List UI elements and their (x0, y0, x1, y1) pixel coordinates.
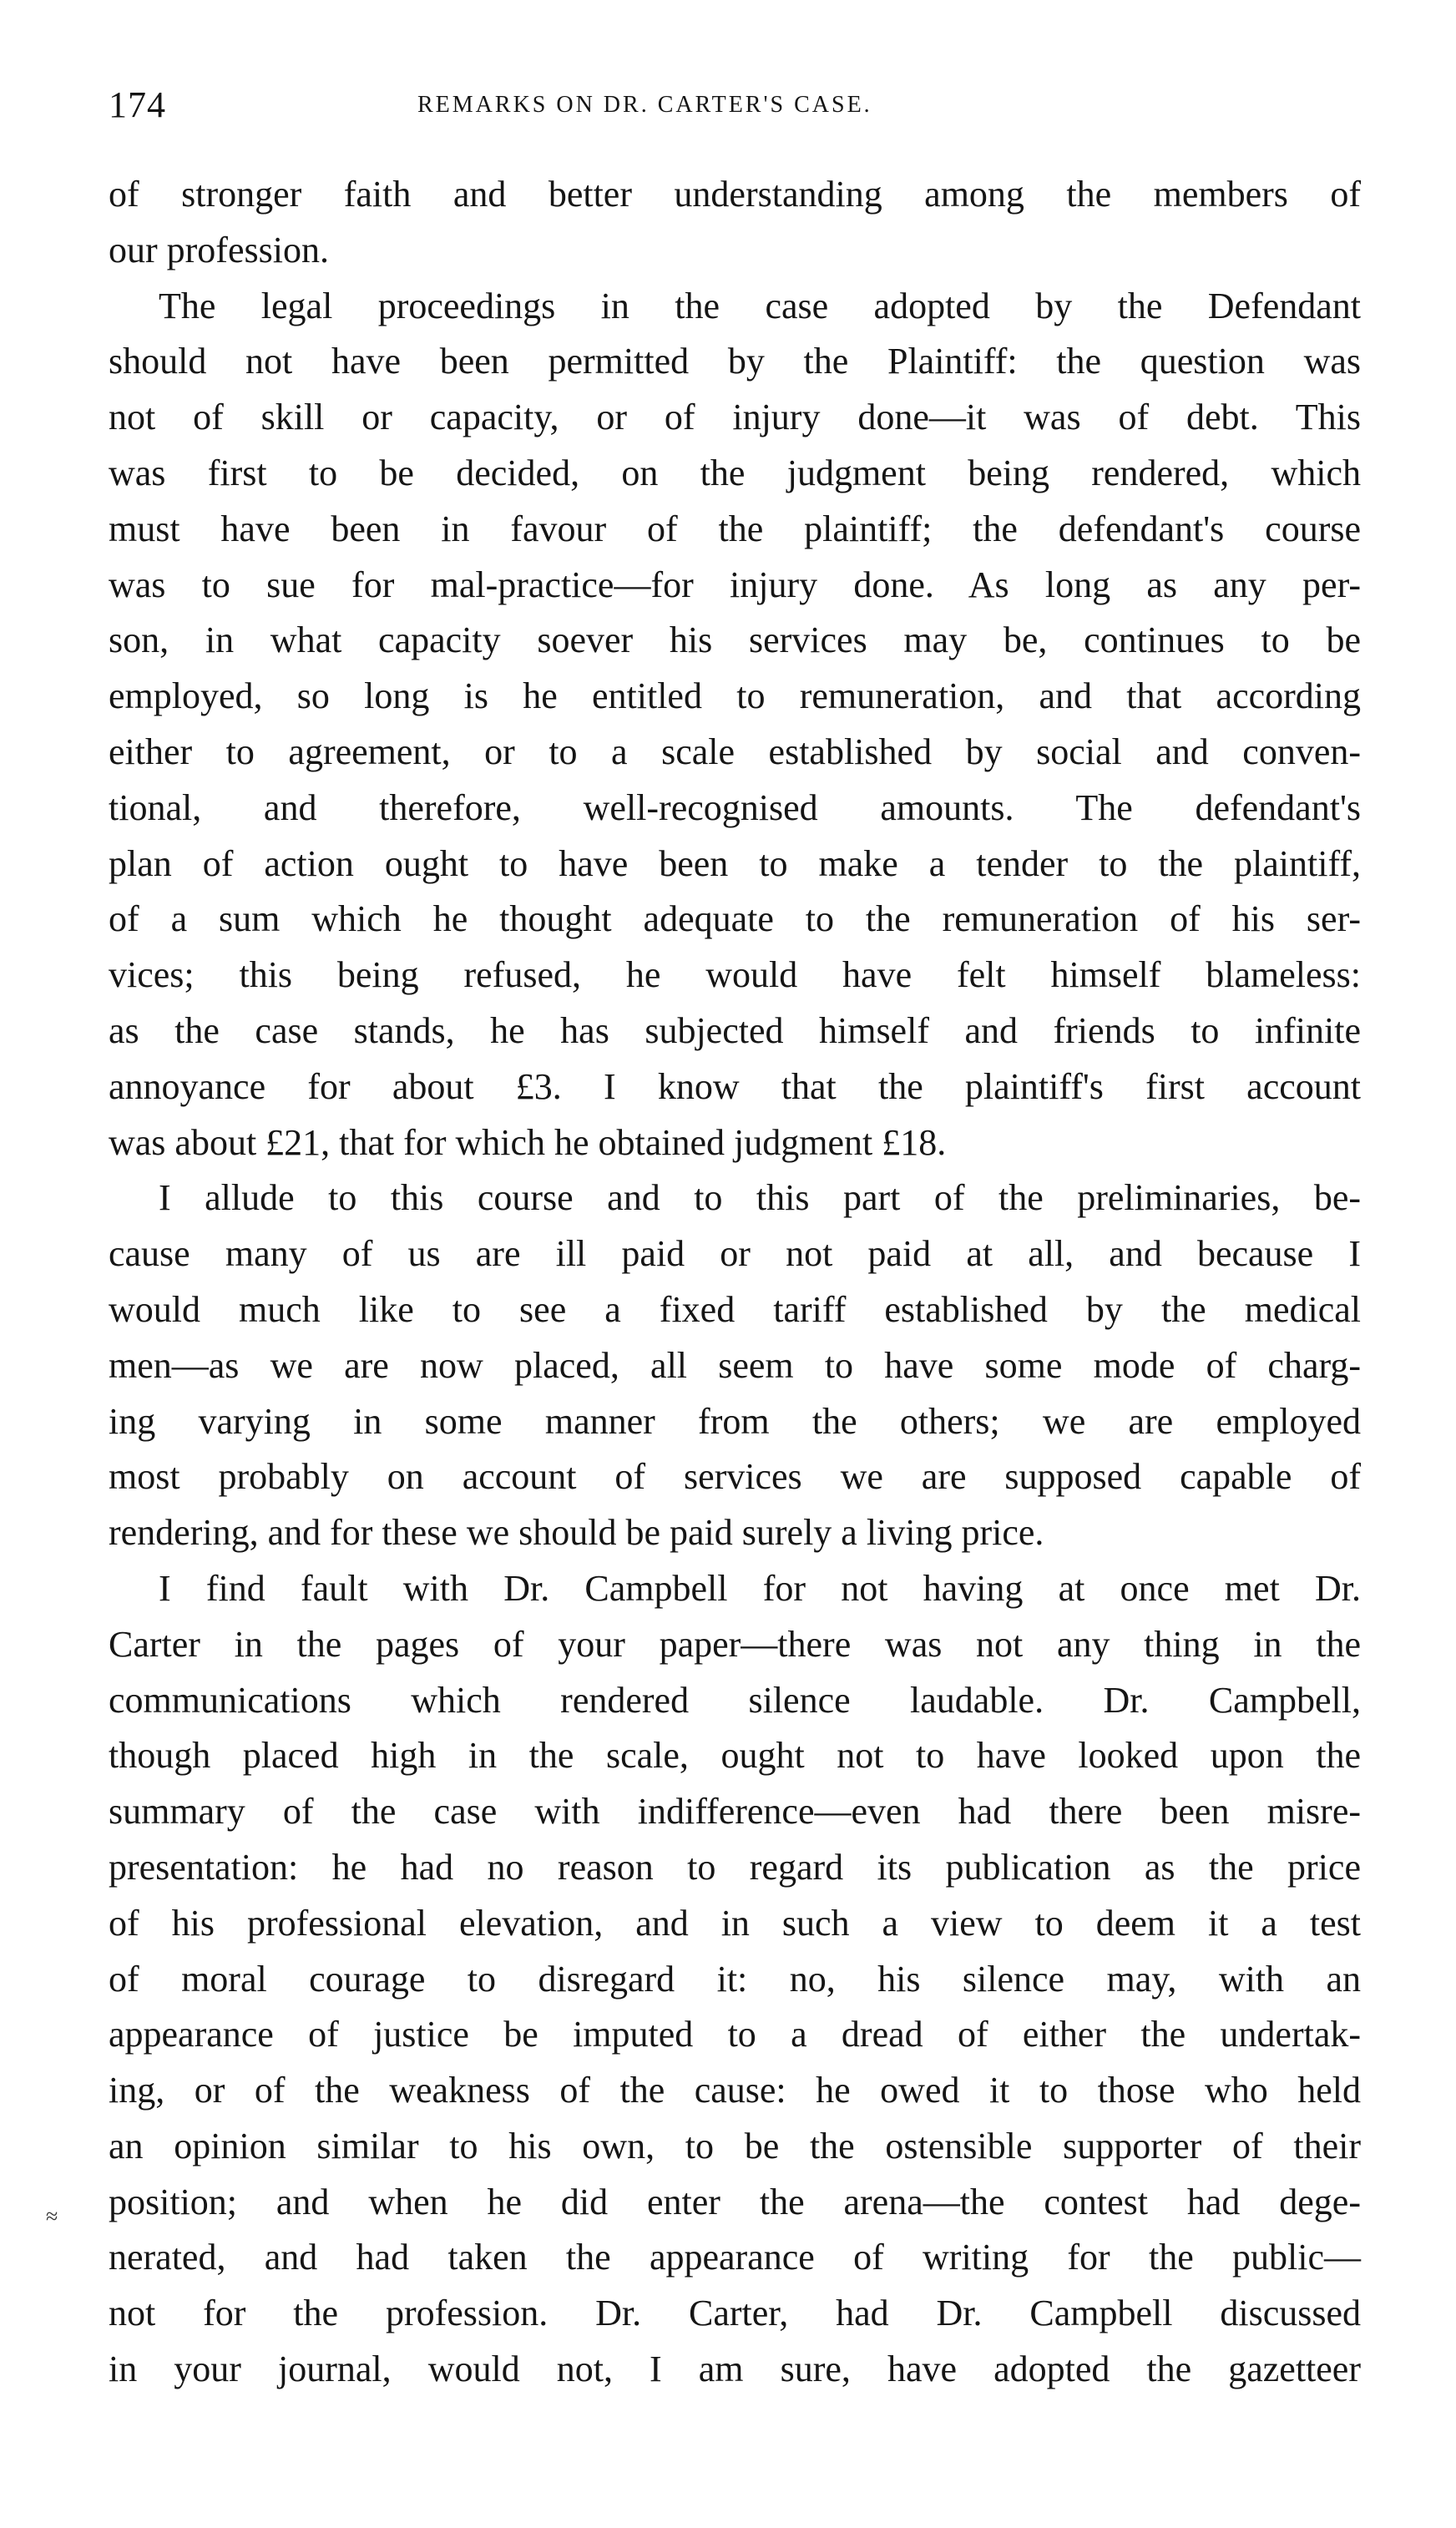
text-line: tional, and therefore, well-recognised amounts. The defendant's (109, 786, 1361, 828)
text-line: though placed high in the scale, ought not to have looked upon the (109, 1735, 1361, 1777)
margin-smudge: ≈ (46, 2204, 58, 2228)
text-line: most probably on account of services we are supposed capable of (109, 1456, 1361, 1498)
text-line: nerated, and had taken the appearance of writing for the public— (109, 2237, 1361, 2278)
text-line: of moral courage to disregard it: no, his silence may, with an (109, 1958, 1361, 2000)
text-line: rendering, and for these we should be paid surely a living price. (109, 1512, 1044, 1554)
text-line: ing varying in some manner from the others; we are employed (109, 1400, 1361, 1442)
text-line: summary of the case with indifference—even had there been misre- (109, 1791, 1361, 1833)
text-line: of a sum which he thought adequate to the remuneration of his ser- (109, 898, 1361, 940)
text-line: as the case stands, he has subjected himself and friends to infinite (109, 1009, 1361, 1051)
text-line: cause many of us are ill paid or not paid at all, and because I (109, 1233, 1361, 1275)
text-line: men—as we are now placed, all seem to have some mode of charg- (109, 1344, 1361, 1386)
text-line: appearance of justice be imputed to a dread of either the undertak- (109, 2014, 1361, 2055)
text-line: of stronger faith and better understanding among the members of (109, 174, 1361, 215)
body-text (109, 167, 1361, 2398)
running-head (109, 83, 1378, 134)
text-line: was to sue for mal-practice—for injury done. As long as any per- (109, 564, 1361, 605)
text-line: should not have been permitted by the Plaintiff: the question was (109, 341, 1361, 382)
text-line: Carter in the pages of your paper—there was not any thing in the (109, 1623, 1361, 1665)
text-line: in your journal, would not, I am sure, have adopted the gazetteer (109, 2349, 1361, 2390)
text-line: son, in what capacity soever his services may be, continues to be (109, 619, 1361, 661)
page-number: 174 (109, 84, 166, 125)
text-line: employed, so long is he entitled to remuneration, and that according (109, 675, 1361, 717)
text-line: vices; this being refused, he would have felt himself blameless: (109, 954, 1361, 996)
text-line: I find fault with Dr. Campbell for not having at once met Dr. (159, 1567, 1361, 1609)
text-line: communications which rendered silence laudable. Dr. Campbell, (109, 1679, 1361, 1721)
text-line: ing, or of the weakness of the cause: he owed it to those who held (109, 2070, 1361, 2111)
text-line: our profession. (109, 229, 329, 270)
running-title: REMARKS ON DR. CARTER'S CASE. (417, 92, 872, 118)
text-line: presentation: he had no reason to regard its publication as the price (109, 1846, 1361, 1888)
text-line: an opinion similar to his own, to be the ostensible supporter of their (109, 2125, 1361, 2166)
text-line: must have been in favour of the plaintiff; the defendant's course (109, 508, 1361, 549)
text-line: either to agreement, or to a scale established by social and conven- (109, 731, 1361, 772)
text-line: not for the profession. Dr. Carter, had Dr. Campbell discussed (109, 2293, 1361, 2334)
text-line: of his professional elevation, and in such a view to deem it a test (109, 1902, 1361, 1944)
text-line: was about £21, that for which he obtained judgment £18. (109, 1121, 947, 1163)
text-line: plan of action ought to have been to make a tender to the plaintiff, (109, 842, 1361, 884)
text-line: The legal proceedings in the case adopted by the Defendant (159, 285, 1361, 326)
text-line: not of skill or capacity, or of injury done—it was of debt. This (109, 397, 1361, 438)
text-line: was first to be decided, on the judgment being rendered, which (109, 452, 1361, 493)
text-line: I allude to this course and to this part of the preliminaries, be- (159, 1177, 1361, 1219)
text-line: annoyance for about £3. I know that the plaintiff's first account (109, 1065, 1361, 1107)
text-line: would much like to see a fixed tariff established by the medical (109, 1288, 1361, 1330)
text-line: position; and when he did enter the arena—the contest had dege- (109, 2181, 1361, 2222)
